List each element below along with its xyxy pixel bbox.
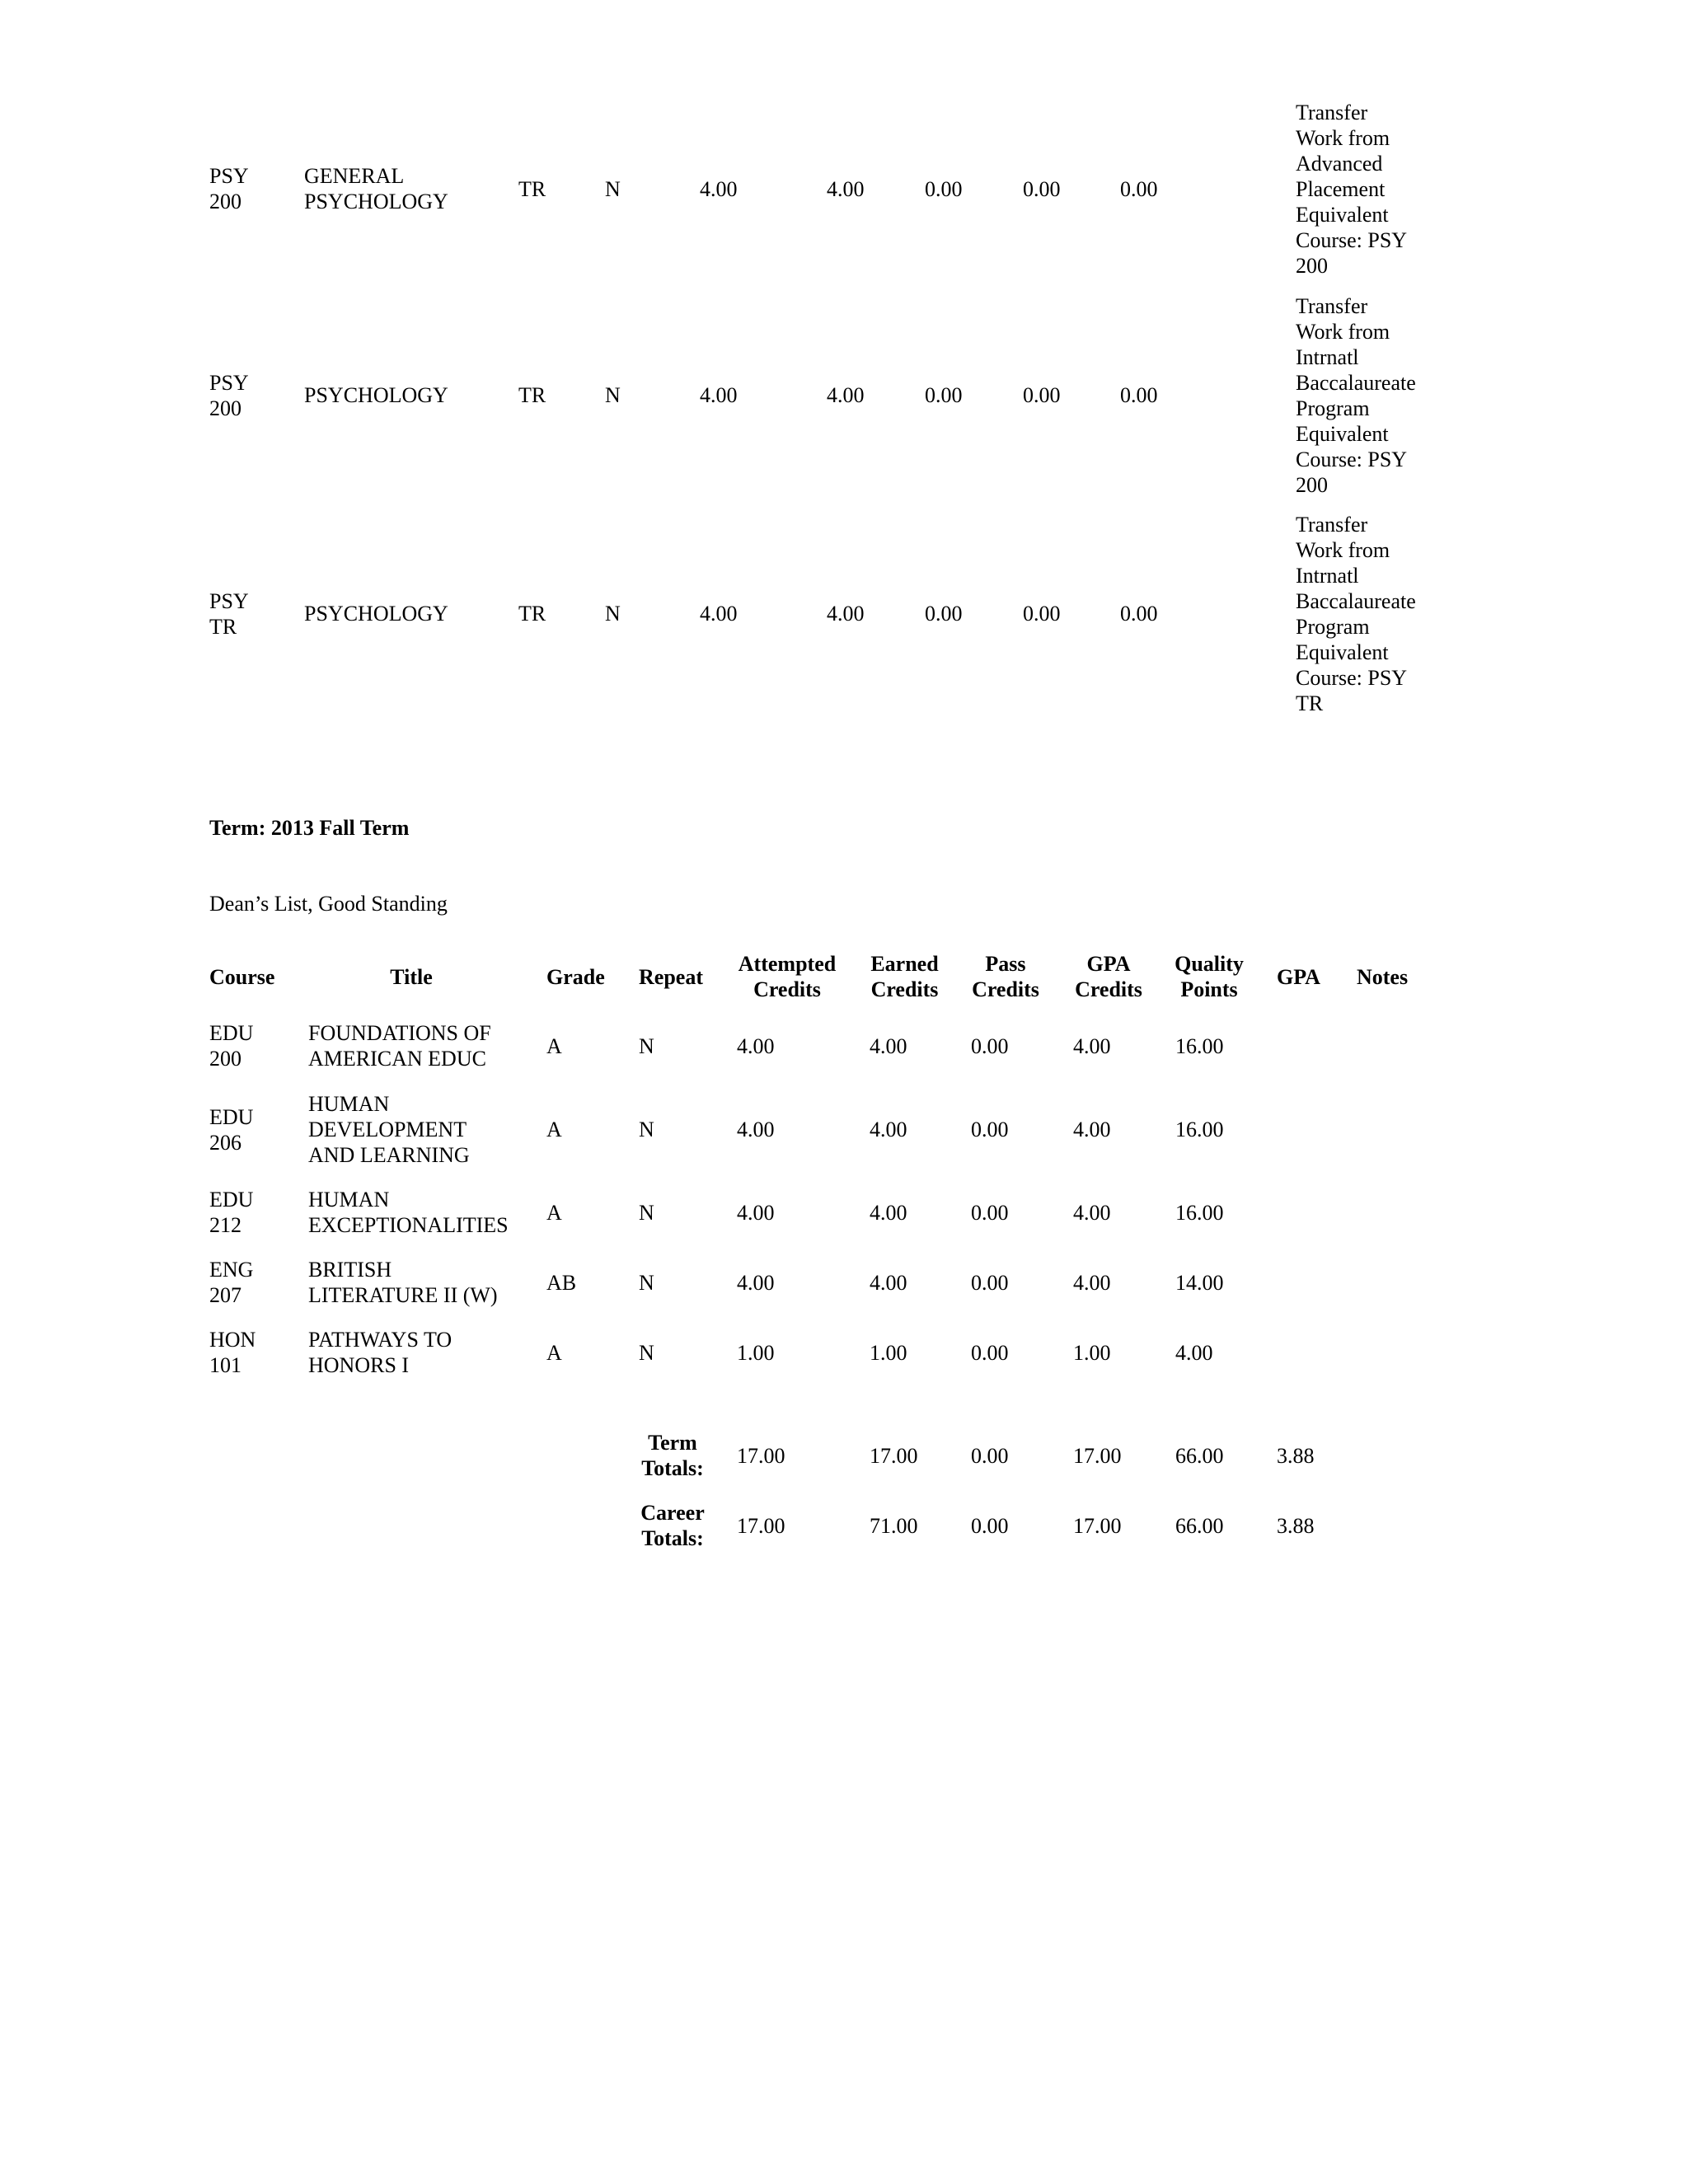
grade: TR: [518, 602, 546, 626]
pass-credits: 0.00: [971, 1513, 1009, 1538]
term-gpa: 3.88: [1277, 1443, 1315, 1468]
academic-standing: Dean’s List, Good Standing: [209, 892, 448, 916]
course-code: EDU 206: [209, 1104, 254, 1155]
pass-credits: 0.00: [971, 1340, 1009, 1365]
notes: Transfer Work from Intrnatl Baccalaureate Program Equivalent Course: PSY TR: [1296, 513, 1416, 715]
gpa-credits: 4.00: [1073, 1270, 1111, 1295]
pass-credits: 0.00: [971, 1033, 1009, 1058]
quality-points: 0.00: [1120, 602, 1158, 626]
earned-credits: 4.00: [827, 383, 865, 407]
grade: A: [546, 1340, 562, 1365]
course-title: PSYCHOLOGY: [304, 383, 448, 407]
grade: A: [546, 1118, 562, 1141]
career-totals-label: Career Totals:: [640, 1501, 705, 1550]
term-totals-label: Term Totals:: [641, 1431, 704, 1480]
gpa-credits: 17.00: [1073, 1443, 1122, 1468]
quality-points: 66.00: [1175, 1443, 1224, 1468]
quality-points: 4.00: [1175, 1340, 1213, 1365]
course-title: PATHWAYS TO HONORS I: [308, 1328, 452, 1377]
pass-credits: 0.00: [971, 1270, 1009, 1295]
header-course: Course: [209, 964, 275, 989]
course-code: ENG 207: [209, 1258, 254, 1307]
repeat: N: [605, 602, 621, 626]
gpa-credits: 17.00: [1073, 1513, 1122, 1538]
pass-credits: 0.00: [925, 176, 963, 201]
pass-credits: 0.00: [971, 1200, 1009, 1225]
attempted-credits: 4.00: [737, 1270, 775, 1295]
earned-credits: 4.00: [827, 602, 865, 626]
course-title: FOUNDATIONS OF AMERICAN EDUC: [308, 1021, 491, 1071]
header-repeat: Repeat: [639, 964, 703, 989]
header-notes: Notes: [1357, 964, 1409, 989]
notes: Transfer Work from Intrnatl Baccalaureate Program Equivalent Course: PSY 200: [1296, 294, 1416, 497]
attempted-credits: 4.00: [700, 602, 738, 626]
header-grade: Grade: [546, 964, 605, 989]
grade: AB: [546, 1270, 577, 1295]
course-code: PSY 200: [209, 164, 249, 213]
course-title: HUMAN EXCEPTIONALITIES: [308, 1188, 509, 1237]
course-code: HON 101: [209, 1328, 256, 1377]
grade: A: [546, 1033, 562, 1058]
attempted-credits: 1.00: [737, 1340, 775, 1365]
course-code: EDU 212: [209, 1188, 254, 1237]
header-attempted-credits: Attempted Credits: [738, 952, 837, 1001]
pass-credits: 0.00: [925, 383, 963, 407]
pass-credits: 0.00: [971, 1118, 1009, 1141]
course-title: PSYCHOLOGY: [304, 602, 448, 626]
grade: TR: [518, 176, 546, 201]
course-title: BRITISH LITERATURE II (W): [308, 1258, 498, 1307]
gpa-credits: 1.00: [1073, 1340, 1111, 1365]
course-title: HUMAN DEVELOPMENT AND LEARNING: [308, 1092, 470, 1167]
repeat: N: [639, 1340, 654, 1365]
repeat: N: [639, 1033, 654, 1058]
earned-credits: 1.00: [870, 1340, 907, 1365]
notes: Transfer Work from Advanced Placement Equivalent Course: PSY 200: [1296, 101, 1408, 278]
attempted-credits: 17.00: [737, 1443, 785, 1468]
gpa-credits: 0.00: [1023, 383, 1061, 407]
attempted-credits: 4.00: [737, 1118, 775, 1141]
earned-credits: 4.00: [870, 1033, 907, 1058]
course-code: PSY TR: [209, 588, 249, 639]
quality-points: 66.00: [1175, 1513, 1224, 1538]
repeat: N: [605, 176, 621, 201]
grade: TR: [518, 383, 546, 407]
pass-credits: 0.00: [925, 602, 963, 626]
earned-credits: 71.00: [870, 1513, 918, 1538]
header-gpa-credits: GPA Credits: [1075, 952, 1142, 1001]
earned-credits: 4.00: [870, 1270, 907, 1295]
header-earned-credits: Earned Credits: [870, 952, 939, 1001]
earned-credits: 4.00: [870, 1118, 907, 1141]
attempted-credits: 4.00: [737, 1200, 775, 1225]
header-quality-points: Quality Points: [1175, 952, 1244, 1001]
quality-points: 0.00: [1120, 176, 1158, 201]
attempted-credits: 4.00: [700, 176, 738, 201]
gpa-credits: 0.00: [1023, 602, 1061, 626]
repeat: N: [639, 1200, 654, 1225]
earned-credits: 4.00: [870, 1200, 907, 1225]
quality-points: 16.00: [1175, 1200, 1224, 1225]
header-pass-credits: Pass Credits: [972, 952, 1039, 1001]
gpa-credits: 0.00: [1023, 176, 1061, 201]
repeat: N: [605, 383, 621, 407]
earned-credits: 4.00: [827, 176, 865, 201]
quality-points: 14.00: [1175, 1270, 1224, 1295]
earned-credits: 17.00: [870, 1443, 918, 1468]
quality-points: 16.00: [1175, 1118, 1224, 1141]
term-heading: Term: 2013 Fall Term: [209, 816, 410, 840]
gpa-credits: 4.00: [1073, 1200, 1111, 1225]
header-title: Title: [390, 964, 433, 989]
repeat: N: [639, 1118, 654, 1141]
header-gpa: GPA: [1277, 964, 1320, 989]
grade: A: [546, 1200, 562, 1225]
gpa-credits: 4.00: [1073, 1033, 1111, 1058]
quality-points: 0.00: [1120, 383, 1158, 407]
attempted-credits: 17.00: [737, 1513, 785, 1538]
career-gpa: 3.88: [1277, 1513, 1315, 1538]
pass-credits: 0.00: [971, 1443, 1009, 1468]
attempted-credits: 4.00: [737, 1033, 775, 1058]
quality-points: 16.00: [1175, 1033, 1224, 1058]
gpa-credits: 4.00: [1073, 1118, 1111, 1141]
course-code: PSY 200: [209, 370, 249, 420]
course-code: EDU 200: [209, 1021, 254, 1071]
repeat: N: [639, 1270, 654, 1295]
course-title: GENERAL PSYCHOLOGY: [304, 164, 448, 213]
attempted-credits: 4.00: [700, 383, 738, 407]
